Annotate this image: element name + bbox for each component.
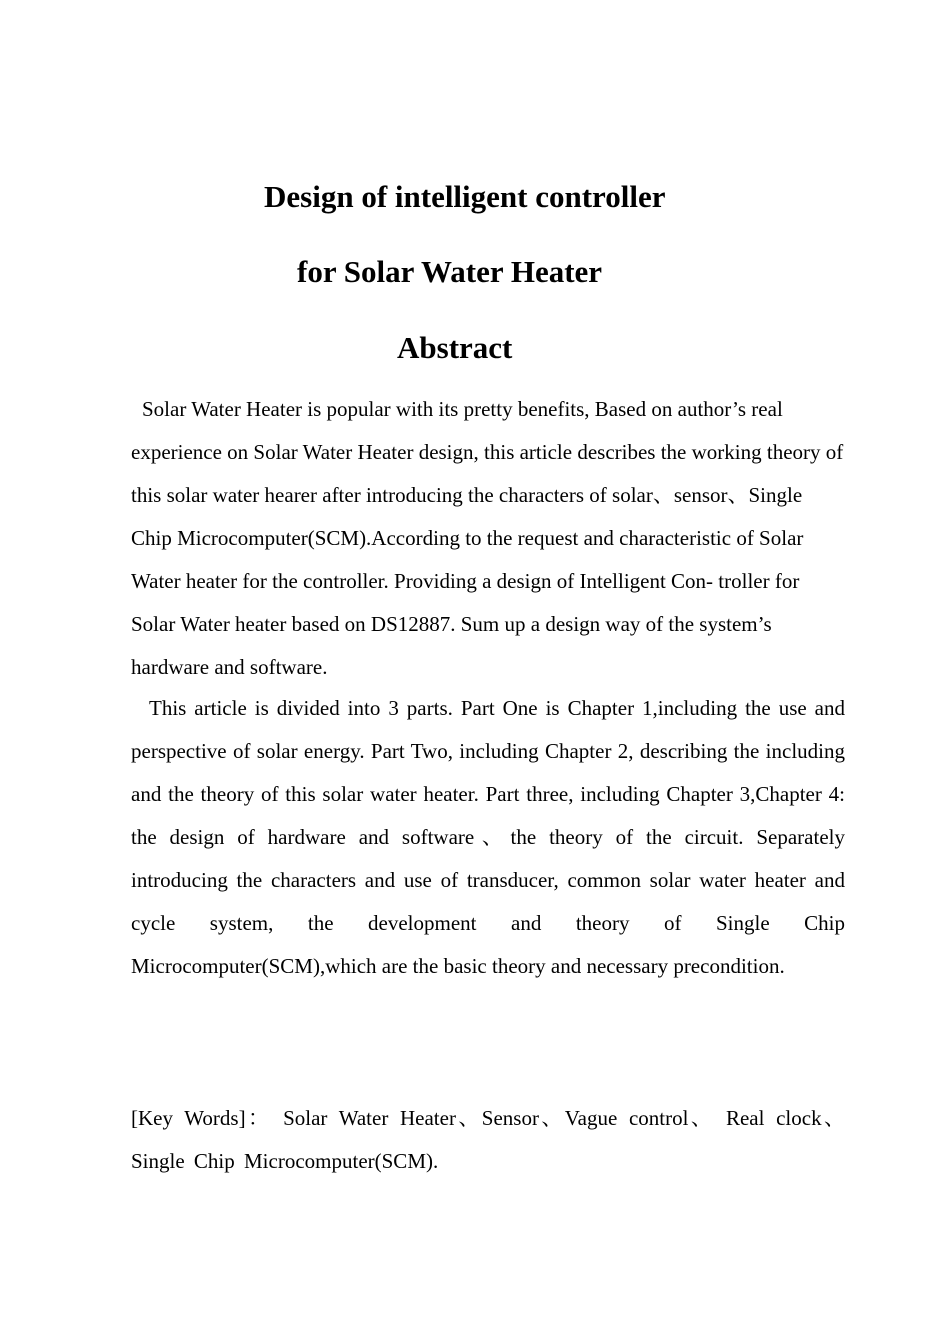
title-line-1: Design of intelligent controller <box>264 179 666 214</box>
keywords-label: [Key Words]： <box>131 1106 272 1130</box>
abstract-heading: Abstract <box>397 330 513 365</box>
title-line-2: for Solar Water Heater <box>297 254 603 289</box>
abstract-paragraph-1: Solar Water Heater is popular with its pretty benefits, Based on author’s real experience on Solar Water Heater design, this article describes the working theory of this solar water hearer after introducing the characters of solar、sensor、Single Chip Microcomputer(SCM).According to the request and characteristic of Solar Water heater for the controller. Providing a design of Intelligent Con- troller for Solar Water heater based on DS12887. Sum up a design way of the system’s hardware and software. <box>131 397 844 679</box>
abstract-paragraph-2: This article is divided into 3 parts. Part One is Chapter 1,including the use and perspective of solar energy. Part Two, including Chapter 2, describing the including and the theory of this solar water heater. Part three, including Chapter 3,Chapter 4: the design of hardware and software、the theory of the circuit. Separately introducing the characters and use of transducer, common solar water heater and cycle system, the development and theory of Single Chip Microcomputer(SCM),which are the basic theory and necessary precondition. <box>131 696 845 978</box>
keywords-block <box>131 1097 845 1183</box>
keywords-text: Solar Water Heater、Sensor、Vague control、 Real clock、Single Chip Microcomputer(SCM). <box>131 1106 845 1173</box>
